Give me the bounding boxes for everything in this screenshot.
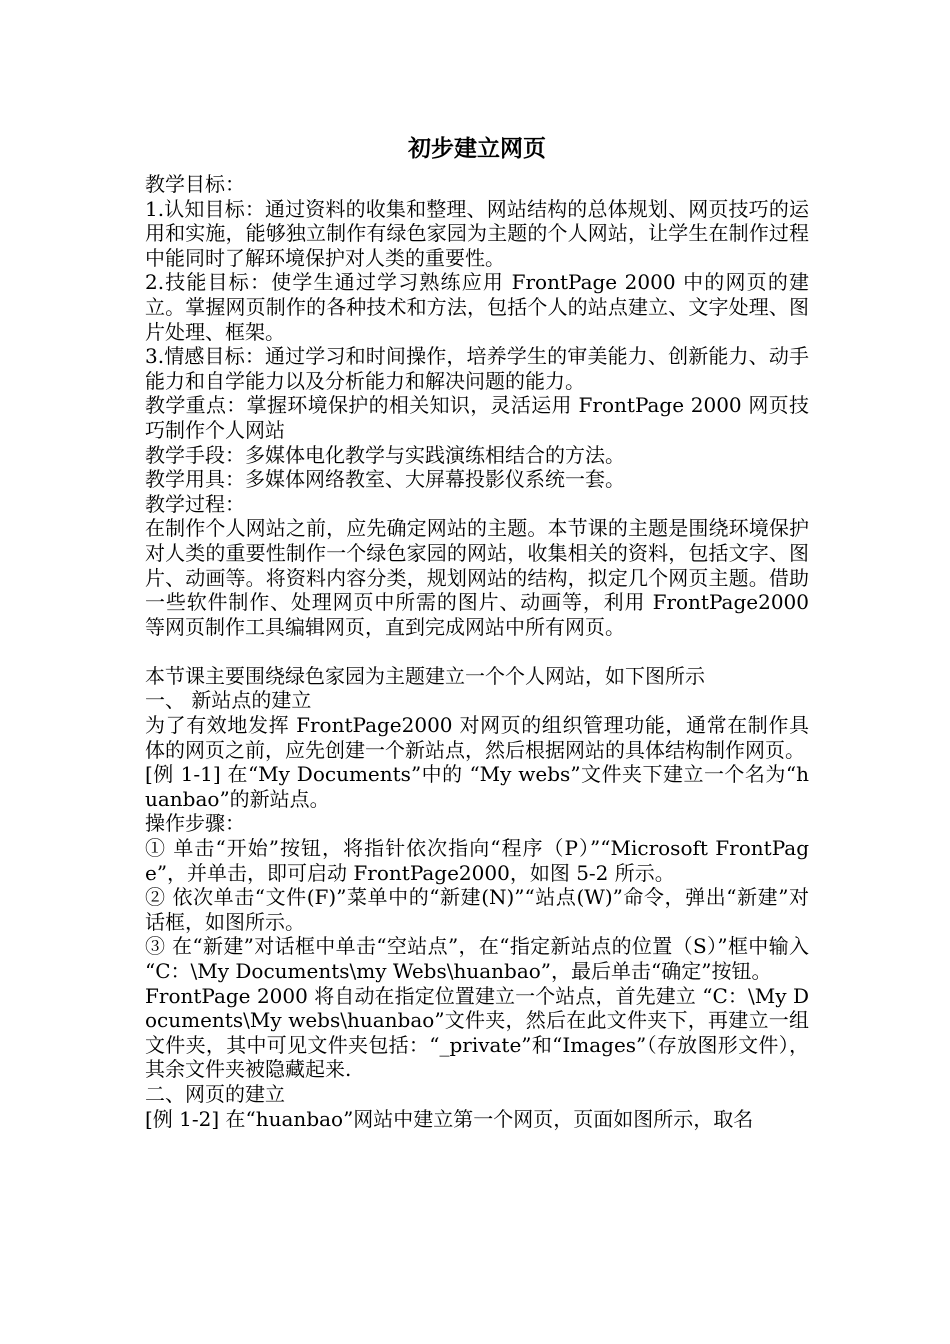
paragraph-teaching-tools: 教学用具：多媒体网络教室、大屏幕投影仪系统一套。 xyxy=(145,467,625,492)
paragraph-example-1-1: [例 1-1] 在“My Documents”中的 “My webs”文件夹下建立一个名为“huanbao”的新站点。 xyxy=(145,762,809,811)
paragraph-step-2: ② 依次单击“文件(F)”菜单中的“新建(N)”“站点(W)”命令，弹出“新建”对话框，如图所示。 xyxy=(145,885,809,934)
section-heading-page-creation: 二、网页的建立 xyxy=(145,1081,285,1106)
paragraph-cognitive-goal: 1.认知目标：通过资料的收集和整理、网站结构的总体规划、网页技巧的运用和实施，能够独立制作有绿色家园为主题的个人网站，让学生在制作过程中能同时了解环境保护对人类的重要性。 xyxy=(145,196,809,270)
paragraph-step-1: ① 单击“开始”按钮，将指针依次指向“程序（P）”“Microsoft FrontPage”，并单击，即可启动 FrontPage2000，如图 5-2 所示。 xyxy=(145,836,809,885)
paragraph-teaching-means: 教学手段：多媒体电化教学与实践演练相结合的方法。 xyxy=(145,442,625,467)
paragraph-skill-goal: 2.技能目标：使学生通过学习熟练应用 FrontPage 2000 中的网页的建立。掌握网页制作的各种技术和方法，包括个人的站点建立、文字处理、图片处理、框架。 xyxy=(145,270,809,344)
section-heading-teaching-goals: 教学目标： xyxy=(145,172,245,196)
document-body xyxy=(145,134,809,1131)
section-heading-steps: 操作步骤： xyxy=(145,811,245,836)
section-heading-new-site: 一、 新站点的建立 xyxy=(145,688,312,713)
section-heading-teaching-process: 教学过程： xyxy=(145,491,245,516)
paragraph-example-1-2: [例 1-2] 在“huanbao”网站中建立第一个网页，页面如图所示，取名 xyxy=(145,1106,754,1131)
paragraph-emotional-goal: 3.情感目标：通过学习和时间操作，培养学生的审美能力、创新能力、动手能力和自学能力以及分析能力和解决问题的能力。 xyxy=(145,344,809,393)
paragraph-new-site-intro: 为了有效地发挥 FrontPage2000 对网页的组织管理功能，通常在制作具体的网页之前，应先创建一个新站点，然后根据网站的具体结构制作网页。 xyxy=(145,713,809,762)
paragraph-lesson-summary: 本节课主要围绕绿色家园为主题建立一个个人网站，如下图所示 xyxy=(145,663,705,688)
paragraph-step-3: ③ 在“新建”对话框中单击“空站点”，在“指定新站点的位置（S）”框中输入 “C：\My Documents\my Webs\huanbao”，最后单击“确定”按钮。 xyxy=(145,934,809,983)
page-title: 初步建立网页 xyxy=(408,135,546,162)
paragraph-teaching-focus: 教学重点：掌握环境保护的相关知识，灵活运用 FrontPage 2000 网页技巧制作个人网站 xyxy=(145,393,809,442)
paragraph-process-intro: 在制作个人网站之前，应先确定网站的主题。本节课的主题是围绕环境保护对人类的重要性制作一个绿色家园的网站，收集相关的资料，包括文字、图片、动画等。将资料内容分类，规划网站的结构，拟定几个网页主题。借助一些软件制作、处理网页中所需的图片、动画等，利用 FrontPage2000 等网页制作工具编辑网页，直到完成网站中所有网页。 xyxy=(145,516,809,639)
paragraph-site-result: FrontPage 2000 将自动在指定位置建立一个站点，首先建立 “C：\My Documents\My webs\huanbao”文件夹，然后在此文件夹下，再建立一组文件夹，其中可见文件夹包括：“_private”和“Images”（存放图形文件），其余文件夹被隐藏起来. xyxy=(145,983,809,1082)
blank-line xyxy=(145,639,809,664)
